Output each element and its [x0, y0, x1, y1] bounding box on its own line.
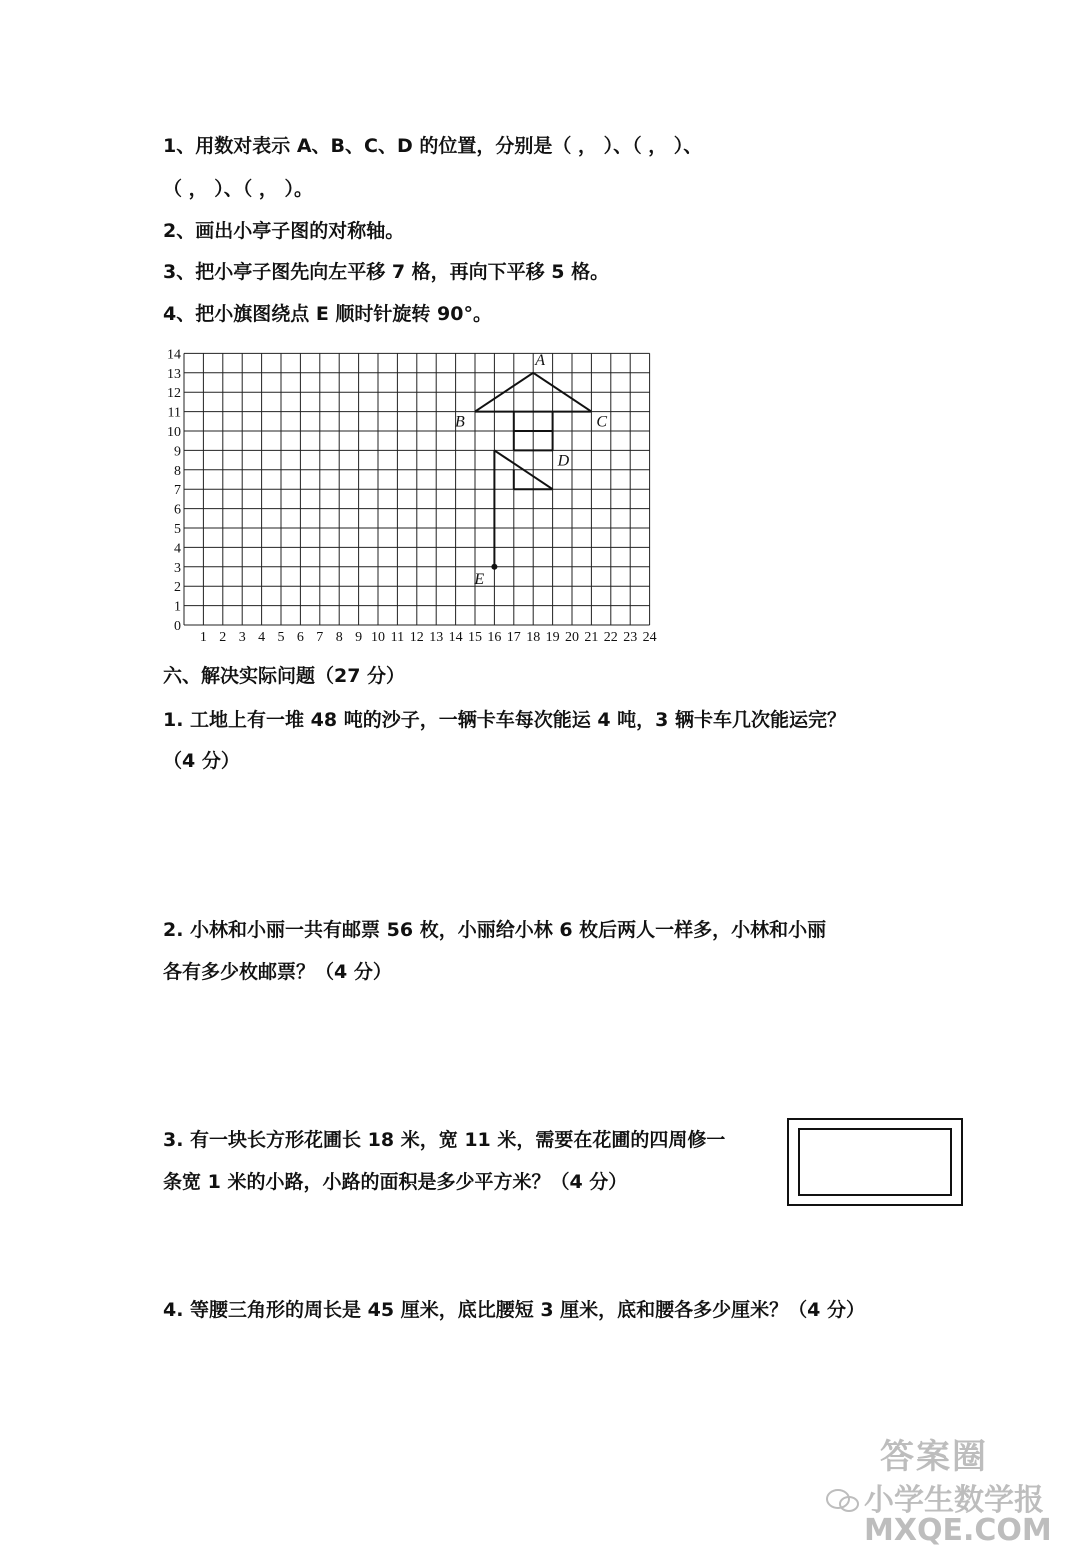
x-tick-label: 11	[390, 630, 405, 645]
x-tick-label: 6	[296, 630, 304, 645]
y-tick-label: 1	[174, 599, 181, 615]
problem-1-line-1: 1. 工地上有一堆 48 吨的沙子，一辆卡车每次能运 4 吨，3 辆卡车几次能运完？	[163, 709, 847, 731]
point-label-b: B	[455, 413, 465, 431]
y-tick-label: 7	[174, 483, 181, 499]
problem-2-line-1: 2. 小林和小丽一共有邮票 56 枚，小丽给小林 6 枚后两人一样多，小林和小丽	[163, 919, 827, 941]
question-1-line-1: 1、用数对表示 A、B、C、D 的位置，分别是（ ， ）、（ ， ）、	[163, 135, 703, 157]
watermark	[820, 1437, 1070, 1548]
point-label-c: C	[596, 413, 608, 431]
y-tick-label: 6	[174, 502, 181, 518]
y-tick-label: 13	[167, 366, 181, 382]
x-tick-label: 17	[506, 630, 521, 645]
problem-2-line-2: 各有多少枚邮票？（4 分）	[163, 961, 392, 983]
x-tick-label: 18	[526, 630, 541, 645]
x-tick-label: 19	[545, 630, 560, 645]
x-tick-label: 15	[468, 630, 482, 645]
question-4: 4、把小旗图绕点 E 顺时针旋转 90°。	[163, 303, 492, 325]
x-tick-label: 8	[335, 630, 343, 645]
section-6-title: 六、解决实际问题（27 分）	[163, 665, 406, 687]
x-tick-label: 7	[316, 630, 324, 645]
y-tick-label: 0	[174, 619, 181, 634]
watermark-bottom: 小学生数学报 MXQE.COM	[864, 1483, 1052, 1548]
x-tick-label: 1	[199, 630, 207, 645]
x-tick-label: 9	[355, 630, 363, 645]
point-label-e: E	[474, 570, 485, 588]
x-tick-label: 3	[238, 630, 246, 645]
x-tick-label: 12	[409, 630, 424, 645]
point-label-d: D	[557, 452, 570, 470]
problem-4: 4. 等腰三角形的周长是 45 厘米，底比腰短 3 厘米，底和腰各多少厘米？（4 分）	[163, 1299, 866, 1321]
wechat-icon	[825, 1488, 861, 1514]
x-tick-label: 10	[371, 630, 385, 645]
question-1-line-2: （ ， ）、（ ， ）。	[163, 178, 313, 200]
x-tick-label: 22	[603, 630, 618, 645]
y-tick-label: 12	[167, 386, 181, 402]
x-tick-label: 23	[623, 630, 638, 645]
x-tick-label: 4	[258, 630, 266, 645]
watermark-top: 答案圈	[880, 1437, 988, 1477]
y-tick-label: 4	[174, 541, 181, 557]
x-tick-label: 5	[277, 630, 285, 645]
x-tick-label: 16	[487, 630, 502, 645]
point-e-dot	[491, 564, 497, 570]
problem-1-line-2: （4 分）	[163, 750, 240, 772]
y-tick-label: 14	[167, 347, 181, 363]
question-3: 3、把小亭子图先向左平移 7 格，再向下平移 5 格。	[163, 261, 610, 283]
y-tick-label: 5	[174, 522, 181, 537]
coordinate-grid	[0, 0, 1080, 700]
problem-3-line-1: 3. 有一块长方形花圃长 18 米，宽 11 米，需要在花圃的四周修一	[163, 1129, 726, 1151]
x-tick-label: 2	[219, 630, 227, 645]
x-tick-label: 14	[448, 630, 463, 645]
x-tick-label: 13	[429, 630, 444, 645]
y-tick-label: 9	[174, 444, 181, 460]
x-tick-label: 21	[584, 630, 599, 645]
question-2: 2、画出小亭子图的对称轴。	[163, 220, 405, 242]
y-tick-label: 10	[167, 425, 181, 440]
y-tick-label: 2	[174, 580, 181, 596]
garden-inner-rect	[798, 1128, 952, 1196]
point-label-a: A	[535, 351, 545, 369]
x-tick-label: 24	[642, 630, 657, 645]
problem-3-line-2: 条宽 1 米的小路，小路的面积是多少平方米？（4 分）	[163, 1171, 628, 1193]
y-tick-label: 11	[167, 405, 181, 421]
x-tick-label: 20	[565, 630, 579, 645]
y-tick-label: 3	[174, 560, 181, 576]
y-tick-label: 8	[174, 463, 181, 479]
